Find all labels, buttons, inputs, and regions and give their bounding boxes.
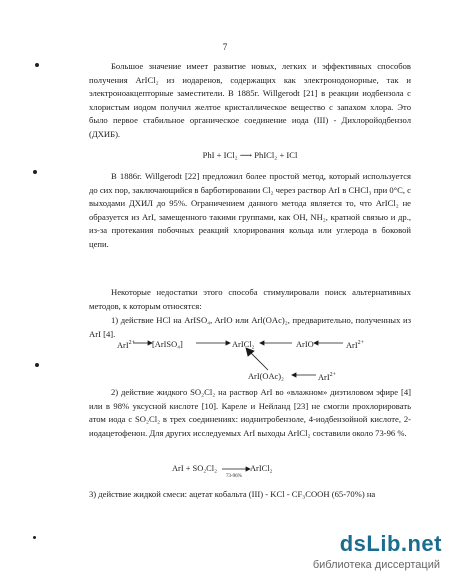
equation-2-yield: 73-96% — [226, 474, 242, 479]
scheme-arIOAc: ArI(OAc)₂ — [248, 372, 284, 381]
equation-2-left: ArI + SO₂Cl₂ — [172, 464, 217, 473]
scheme-reactant-bottom: ArI$^{2+}$ — [318, 372, 337, 382]
scheme-arISO4: [ArISO₄] — [152, 340, 183, 349]
paragraph-method-2: 2) действие жидкого SO₂Cl₂ на раствор ArI во «влажном» диэтиловом эфире [4] или в 98% уксусной кислоте [10]. Кареле и Нейланд [23] не смогли прохлорировать атом иода с SO₂Cl₂ в трех соединениях: иоднитробензоле, 4-иодбензойной кислоте, 2-иодацетофенон. Для других исследуемых ArI выходы ArICl₂ составили около 73-96 %. — [89, 387, 411, 438]
page-number: 7 — [222, 42, 228, 52]
paragraph-intro: Большое значение имеет развитие новых, легких и эффективных способов получения ArICl₂ из иодаренов, содержащих как электронодонорные, так и электроноакцепторные заместители. В 1885г. Willgerodt [21] в реакции иодбензола с хлористым иодом получил желтое кристаллическое вещество с запахом хлора. Это было первое стабильное органическое соединение иода (III) - Дихлоройодбензол (ДХИБ). — [89, 61, 411, 139]
arrowhead-2 — [226, 341, 230, 345]
arrowhead-1 — [148, 341, 152, 345]
paragraph-method-1: 1) действие HCl на ArISO₄, ArIO или Arl(OAc)₂, предварительно, полученных из ArI [4]. — [89, 315, 411, 339]
paragraph-willgerodt-1886: В 1886г. Willgerodt [22] предложил более простой метод, который используется до сих пор, заключающийся в барботировании Cl₂ через раствор ArI в CHCl₃ при 0°C, с выходами ДХИЛ до 95%. Ограничением данного метода является то, что ArICl₂ не образуется из ArI, замещенного такими группами, как OH, NH₂, кратной связью и др., из-за протекания побочных реакций хлорирования кольца или углерода в боковой цепи. — [89, 171, 411, 249]
equation-willgerodt-1885: PhI + ICl₂ ⟶ PhICl₂ + ICl — [202, 150, 298, 160]
equation-2-right: ArICl₂ — [250, 464, 273, 473]
watermark-subtitle: библиотека диссертаций — [312, 559, 440, 571]
arrow-5 — [250, 352, 268, 370]
scheme-reactant-right: ArI$^{2+}$ — [346, 340, 365, 350]
arrowhead-6 — [292, 373, 296, 377]
arrowhead-4 — [314, 341, 318, 345]
scheme-reactant-left: ArI$^{2+}$ — [117, 340, 136, 350]
scheme-product: ArICl₂ — [232, 340, 255, 349]
watermark-logo-text: dsLib.net — [339, 531, 442, 556]
paragraph-alternatives: Некоторые недостатки этого способа стимулировали поиск альтернативных методов, к которым относятся: — [89, 287, 411, 311]
paragraph-method-3: 3) действие жидкой смеси: ацетат кобальта (III) - KCl - CF₃COOH (65-70%) на — [89, 489, 376, 499]
scheme-arIO: ArIO — [296, 340, 314, 349]
arrowhead-3 — [260, 341, 264, 345]
arrowhead-eq2 — [246, 467, 250, 471]
